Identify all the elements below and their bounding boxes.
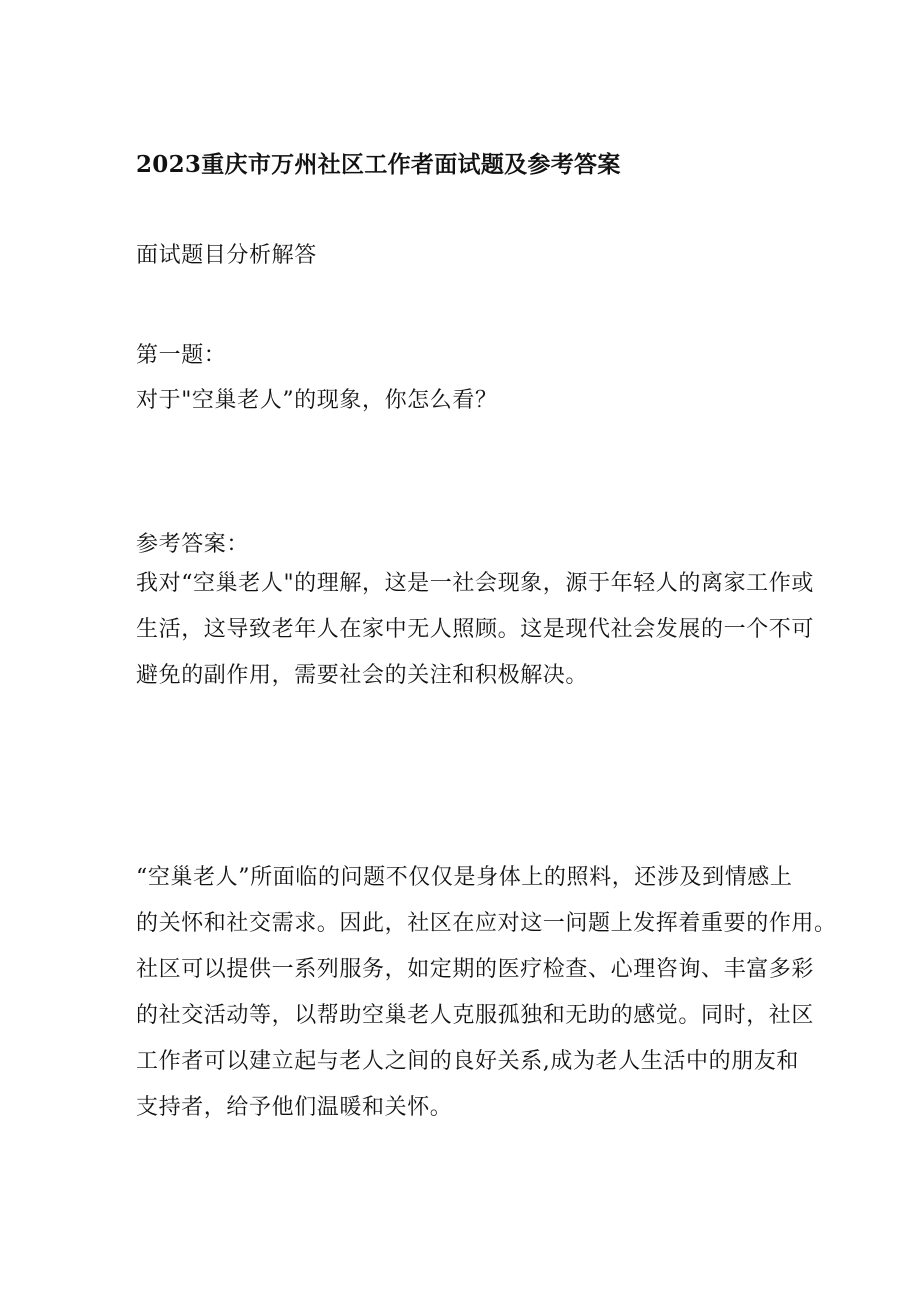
paragraph-line: 工作者可以建立起与老人之间的良好关系,成为老人生活中的朋友和 xyxy=(136,1049,799,1074)
question-label: 第一题： xyxy=(136,343,227,368)
document-title: 2023重庆市万州社区工作者面试题及参考答案 xyxy=(136,151,621,178)
section-heading: 面试题目分析解答 xyxy=(136,243,317,268)
paragraph-line: 我对“空巢老人"的理解，这是一社会现象，源于年轻人的离家工作或 xyxy=(136,571,814,596)
paragraph-line: 支持者，给予他们温暖和关怀。 xyxy=(136,1095,453,1120)
paragraph-line: 社区可以提供一系列服务，如定期的医疗检查、心理咨询、丰富多彩 xyxy=(136,957,815,982)
answer-label: 参考答案： xyxy=(136,532,250,557)
paragraph-line: 生活，这导致老年人在家中无人照顾。这是现代社会发展的一个不可 xyxy=(136,617,815,642)
answer-paragraph-1 xyxy=(136,561,816,699)
paragraph-line: 的关怀和社交需求。因此，社区在应对这一问题上发挥着重要的作用。 xyxy=(136,911,837,936)
paragraph-line: 避免的副作用，需要社会的关注和积极解决。 xyxy=(136,663,589,688)
paragraph-line: “空巢老人”所面临的问题不仅仅是身体上的照料，还涉及到情感上 xyxy=(136,865,793,890)
question-text: 对于"空巢老人”的现象，你怎么看？ xyxy=(136,388,498,413)
answer-paragraph-2 xyxy=(136,855,837,1131)
paragraph-line: 的社交活动等，以帮助空巢老人克服孤独和无助的感觉。同时，社区 xyxy=(136,1003,815,1028)
